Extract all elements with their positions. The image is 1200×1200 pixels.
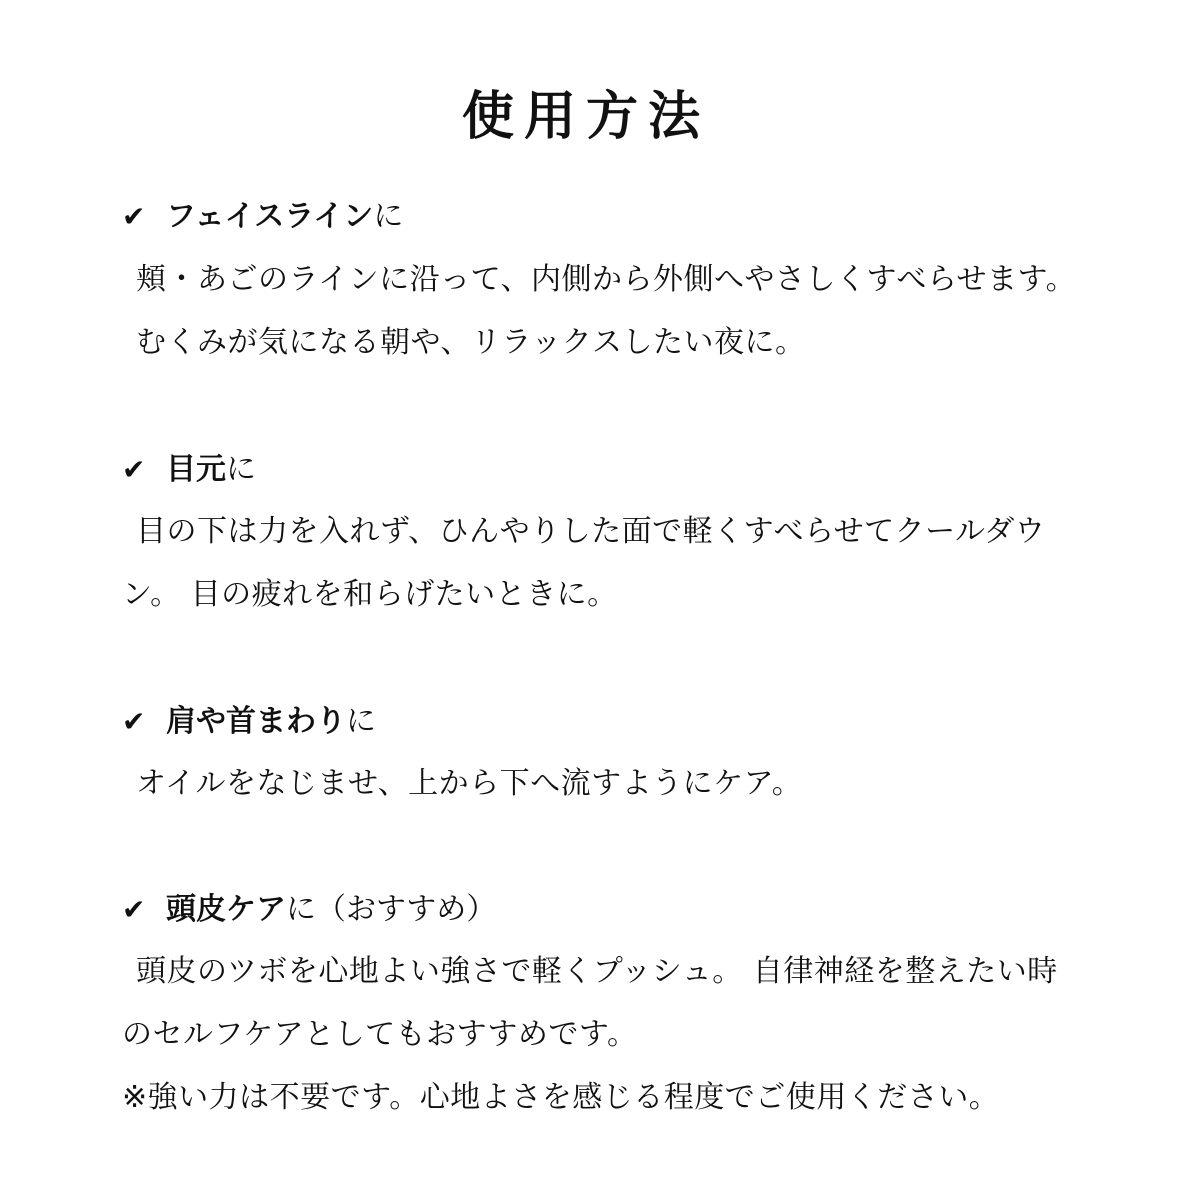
section-text-line: ン。 目の疲れを和らげたいときに。: [122, 577, 618, 612]
section-text-line: 頬・あごのラインに沿って、内側から外側へやさしくすべらせます。: [136, 262, 1077, 297]
usage-note: ※強い力は不要です。心地よさを感じる程度でご使用ください。: [122, 1080, 1000, 1115]
section-text-line: 頭皮のツボを心地よい強さで軽くプッシュ。 自律神経を整えたい時: [136, 954, 1058, 989]
section-heading-suffix: に: [373, 199, 404, 234]
check-icon: ✔: [122, 200, 146, 233]
section-heading-eye-area: [122, 450, 256, 490]
section-text-line: のセルフケアとしてもおすすめです。: [122, 1017, 638, 1052]
section-heading-label: 目元: [166, 452, 226, 487]
section-heading-face-line: [122, 197, 403, 237]
check-icon: ✔: [122, 893, 146, 926]
section-text-line: オイルをなじませ、上から下へ流すようにケア。: [136, 766, 803, 801]
section-heading-shoulder-neck: [122, 702, 376, 742]
section-heading-suffix: に: [226, 452, 256, 487]
section-heading-label: 肩や首まわり: [166, 704, 346, 739]
check-icon: ✔: [122, 453, 146, 486]
page-title: 使用方法: [461, 87, 710, 147]
check-icon: ✔: [122, 705, 146, 738]
section-heading-label: フェイスライン: [166, 199, 374, 234]
section-heading-suffix: に: [346, 704, 376, 739]
section-heading-scalp-care: [122, 890, 496, 930]
section-heading-label: 頭皮ケア: [166, 892, 286, 927]
section-heading-suffix: に（おすすめ）: [286, 892, 497, 927]
section-text-line: 目の下は力を入れず、ひんやりした面で軽くすべらせてクールダウ: [136, 514, 1046, 549]
section-text-line: むくみが気になる朝や、リラックスしたい夜に。: [136, 325, 806, 360]
